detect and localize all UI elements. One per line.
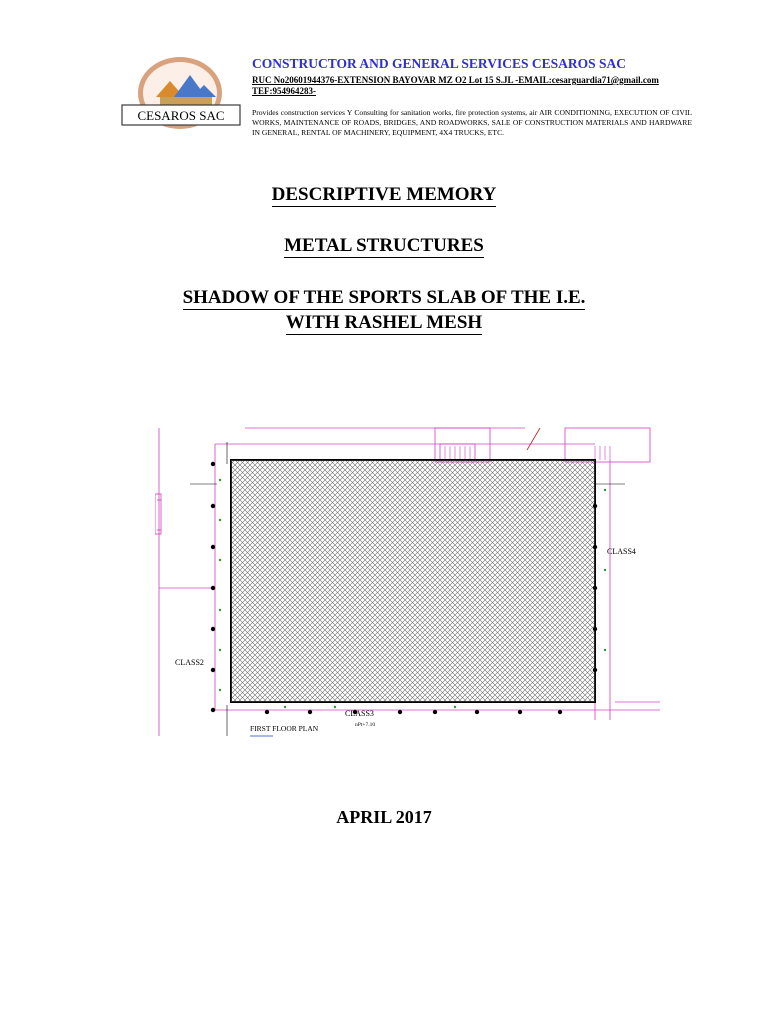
title-descriptive-memory <box>0 184 768 206</box>
plan-label-class2: CLASS2 <box>175 658 204 667</box>
title-metal-structures <box>0 235 768 257</box>
title-line-4: WITH RASHEL MESH <box>285 312 483 333</box>
plan-label-first-floor: FIRST FLOOR PLAN <box>250 724 319 733</box>
logo-text: CESAROS SAC <box>137 108 225 123</box>
phone-line: TEF:954964283- <box>252 86 316 96</box>
company-logo <box>118 55 250 133</box>
title-line-3: SHADOW OF THE SPORTS SLAB OF THE I.E. <box>182 287 586 308</box>
title-project <box>0 287 768 309</box>
services-description: Provides construction services Y Consulting for sanitation works, fire protection systems, air AIR CONDITIONING, EXECUTION OF CIVIL WORKS, MAINTENANCE OF ROADS, BRIDGES, AND ROADWORKS, SALE OF CONSTRUCTION MATERIALS AND HARDWARE IN GENERAL, RENTAL OF MACHINERY, EQUIPMENT, 4X4 TRUCKS, ETC. <box>252 108 692 137</box>
company-name: CONSTRUCTOR AND GENERAL SERVICES CESAROS SAC <box>252 56 626 71</box>
plan-label-class3: CLASS3 <box>345 709 374 718</box>
document-date: APRIL 2017 <box>336 807 432 827</box>
plan-label-class4: CLASS4 <box>607 547 636 556</box>
title-rashel-mesh <box>0 312 768 334</box>
floor-plan-drawing <box>155 420 660 740</box>
plan-label-class3-level: nPt+7.10 <box>355 722 376 728</box>
ruc-email-line: RUC No20601944376-EXTENSION BAYOVAR MZ O2 Lot 15 S.JL -EMAIL:cesarguardia71@gmail.com <box>252 75 659 85</box>
title-line-1: DESCRIPTIVE MEMORY <box>271 184 497 205</box>
title-line-2: METAL STRUCTURES <box>284 235 484 256</box>
